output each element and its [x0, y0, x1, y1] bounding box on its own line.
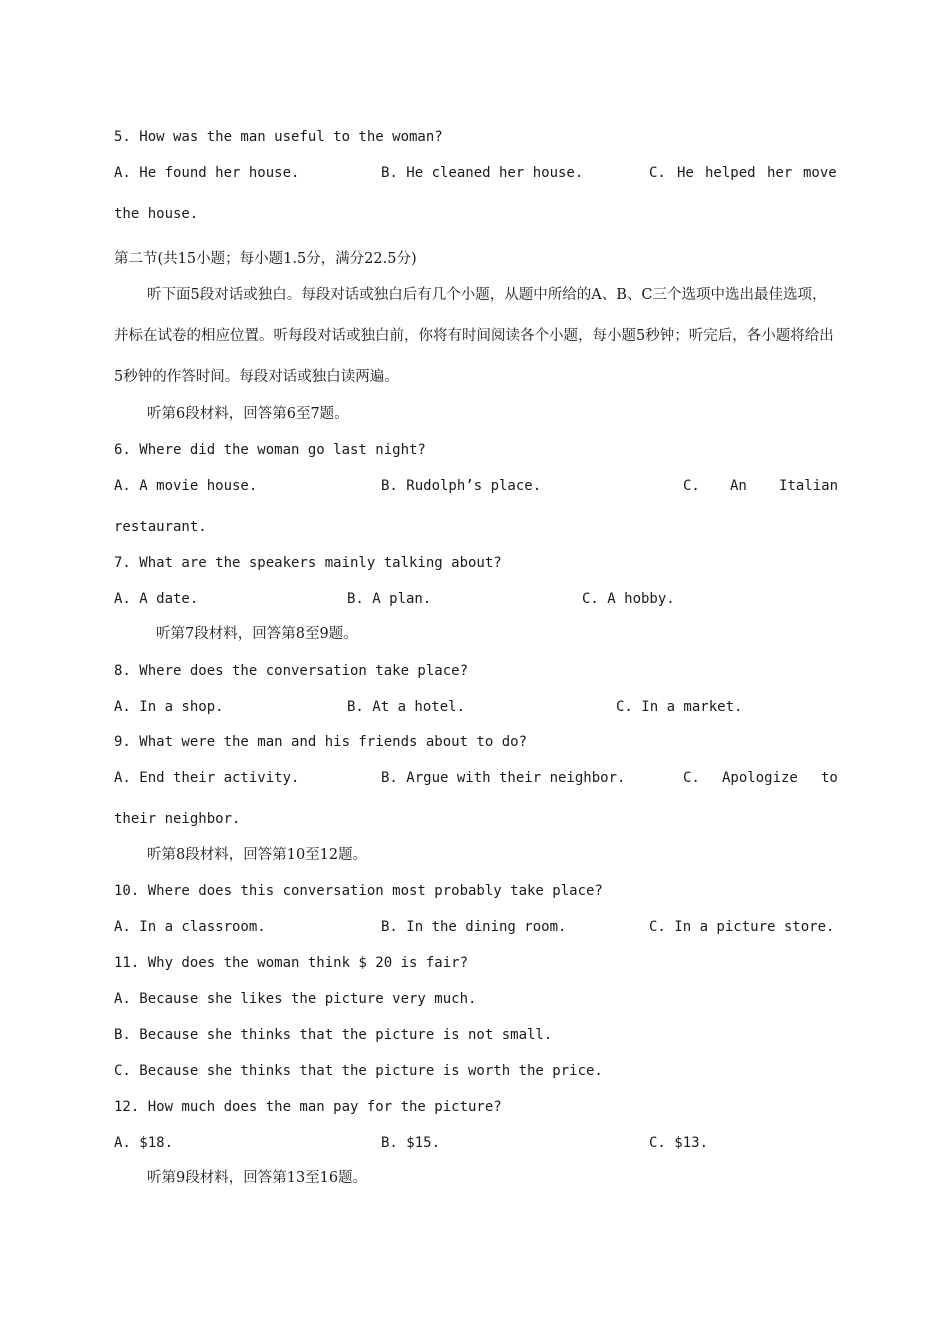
question-5-option-c-word: her	[767, 165, 793, 181]
question-9-stem: 9. What were the man and his friends about to do?	[114, 734, 528, 750]
question-8-stem: 8. Where does the conversation take place?	[114, 663, 469, 679]
question-7-option-a: A. A date.	[114, 591, 199, 607]
segment-8-label: 听第8段材料，回答第10至12题。	[147, 847, 368, 863]
question-5-option-c-word: helped	[705, 165, 756, 181]
question-8-option-a: A. In a shop.	[114, 699, 224, 715]
question-10-option-c: C. In a picture store.	[649, 919, 835, 935]
question-9-option-c-word: to	[821, 770, 838, 786]
question-11-option-a: A. Because she likes the picture very much.	[114, 991, 477, 1007]
question-7-option-b: B. A plan.	[347, 591, 432, 607]
question-11-stem: 11. Why does the woman think $ 20 is fair?	[114, 955, 469, 971]
question-9-option-b: B. Argue with their neighbor.	[381, 770, 626, 786]
question-9-option-a: A. End their activity.	[114, 770, 300, 786]
question-9-option-c-word: Apologize	[722, 770, 798, 786]
question-6-option-b: B. Rudolph’s place.	[381, 478, 542, 494]
question-5-stem: 5. How was the man useful to the woman?	[114, 129, 443, 145]
question-5-option-c-word: move	[803, 165, 837, 181]
question-6-option-a: A. A movie house.	[114, 478, 258, 494]
segment-7-label: 听第7段材料，回答第8至9题。	[156, 626, 358, 642]
question-10-stem: 10. Where does this conversation most probably take place?	[114, 883, 603, 899]
question-12-option-c: C. $13.	[649, 1135, 709, 1151]
question-6-option-c-label: C.	[683, 478, 700, 494]
question-6-option-c-word: Italian	[779, 478, 839, 494]
segment-9-label: 听第9段材料，回答第13至16题。	[147, 1170, 368, 1186]
question-11-option-b: B. Because she thinks that the picture is not small.	[114, 1027, 553, 1043]
segment-6-label: 听第6段材料，回答第6至7题。	[147, 406, 349, 422]
question-5-option-c-word: He	[677, 165, 694, 181]
question-6-option-c-word: An	[730, 478, 747, 494]
question-5-option-c-label: C.	[649, 165, 666, 181]
question-10-option-a: A. In a classroom.	[114, 919, 266, 935]
question-12-option-b: B. $15.	[381, 1135, 441, 1151]
question-5-option-a: A. He found her house.	[114, 165, 300, 181]
question-9-option-c-continued: their neighbor.	[114, 811, 241, 827]
question-5-option-b: B. He cleaned her house.	[381, 165, 584, 181]
question-10-option-b: B. In the dining room.	[381, 919, 567, 935]
question-8-option-c: C. In a market.	[616, 699, 743, 715]
question-12-option-a: A. $18.	[114, 1135, 174, 1151]
question-8-option-b: B. At a hotel.	[347, 699, 466, 715]
question-6-option-c-continued: restaurant.	[114, 519, 207, 535]
question-11-option-c: C. Because she thinks that the picture is worth the price.	[114, 1063, 603, 1079]
question-12-stem: 12. How much does the man pay for the picture?	[114, 1099, 502, 1115]
section-heading: 第二节(共15小题；每小题1.5分，满分22.5分)	[114, 251, 417, 267]
section-instructions: 听下面5段对话或独白。每段对话或独白后有几个小题，从题中所给的A、B、C三个选项中选出最佳选项，并标在试卷的相应位置。听每段对话或独白前，你将有时间阅读各个小题，每小题5秒钟；听完后，各小题将给出5秒钟的作答时间。每段对话或独白读两遍。	[114, 287, 834, 385]
question-9-option-c-label: C.	[683, 770, 700, 786]
question-6-stem: 6. Where did the woman go last night?	[114, 442, 426, 458]
question-7-option-c: C. A hobby.	[582, 591, 675, 607]
question-7-stem: 7. What are the speakers mainly talking about?	[114, 555, 502, 571]
question-5-option-c-continued: the house.	[114, 206, 199, 222]
